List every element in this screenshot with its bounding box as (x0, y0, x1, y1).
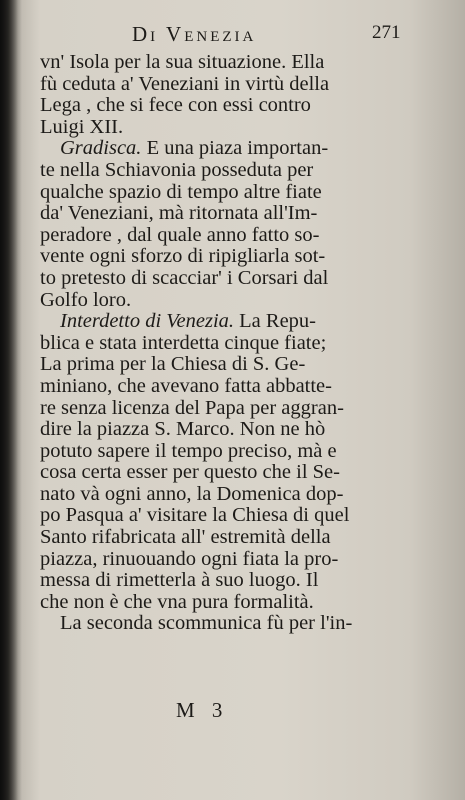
page-number: 271 (372, 22, 401, 43)
text-line: qualche spazio di tempo altre fiate (40, 180, 322, 203)
signature-mark: M 3 (176, 698, 229, 722)
text-line: da' Veneziani, mà ritornata all'Im- (40, 202, 318, 225)
text-line: piazza, rinuouando ogni fiata la pro- (40, 547, 339, 570)
text-line: Golfo loro. (40, 288, 132, 311)
text-line: che non è che vna pura formalità. (40, 590, 314, 613)
text-line: fù ceduta a' Veneziani in virtù della (40, 72, 330, 95)
text-line: Luigi XII. (40, 115, 124, 138)
text-line: te nella Schiavonia posseduta per (40, 158, 314, 181)
text-line: miniano, che avevano fatta abbatte- (40, 374, 332, 397)
printed-page (40, 18, 432, 722)
binding-gutter (0, 0, 22, 800)
running-title: Di Venezia (132, 22, 257, 46)
text-line: Lega , che si fece con essi contro (40, 94, 311, 117)
entry-interdetto-line: Interdetto di Venezia. La Repu- (60, 310, 317, 333)
text-line: blica e stata interdetta cinque fiate; (40, 331, 327, 354)
text-line: La seconda scommunica fù per l'in- (60, 612, 353, 635)
page-header (40, 18, 432, 48)
entry-gradisca-line: Gradisca. E una piaza importan- (60, 137, 329, 160)
text-line: peradore , dal quale anno fatto so- (40, 223, 320, 246)
text-line: cosa certa esser per questo che il Se- (40, 461, 340, 484)
text-line: re senza licenza del Papa per aggran- (40, 396, 344, 419)
text-line: po Pasqua a' visitare la Chiesa di quel (40, 504, 350, 527)
text-line: to pretesto di scacciar' i Corsari dal (40, 266, 329, 289)
entry-headword: Gradisca. (60, 137, 142, 160)
entry-headword: Interdetto di Venezia. (60, 310, 235, 333)
text-line: vn' Isola per la sua situazione. Ella (40, 51, 325, 73)
text-line: vente ogni sforzo di ripigliarla sot- (40, 245, 326, 268)
text-line: La prima per la Chiesa di S. Ge- (40, 353, 306, 376)
text-line: potuto sapere il tempo preciso, mà e (40, 439, 337, 462)
text-line: nato và ogni anno, la Domenica dop- (40, 482, 344, 505)
text-line: messa di rimetterla à suo luogo. Il (40, 569, 319, 592)
text-line: Santo rifabricata all' estremità della (40, 526, 331, 549)
text-line: dire la piazza S. Marco. Non ne hò (40, 418, 326, 441)
body-text (40, 52, 432, 635)
